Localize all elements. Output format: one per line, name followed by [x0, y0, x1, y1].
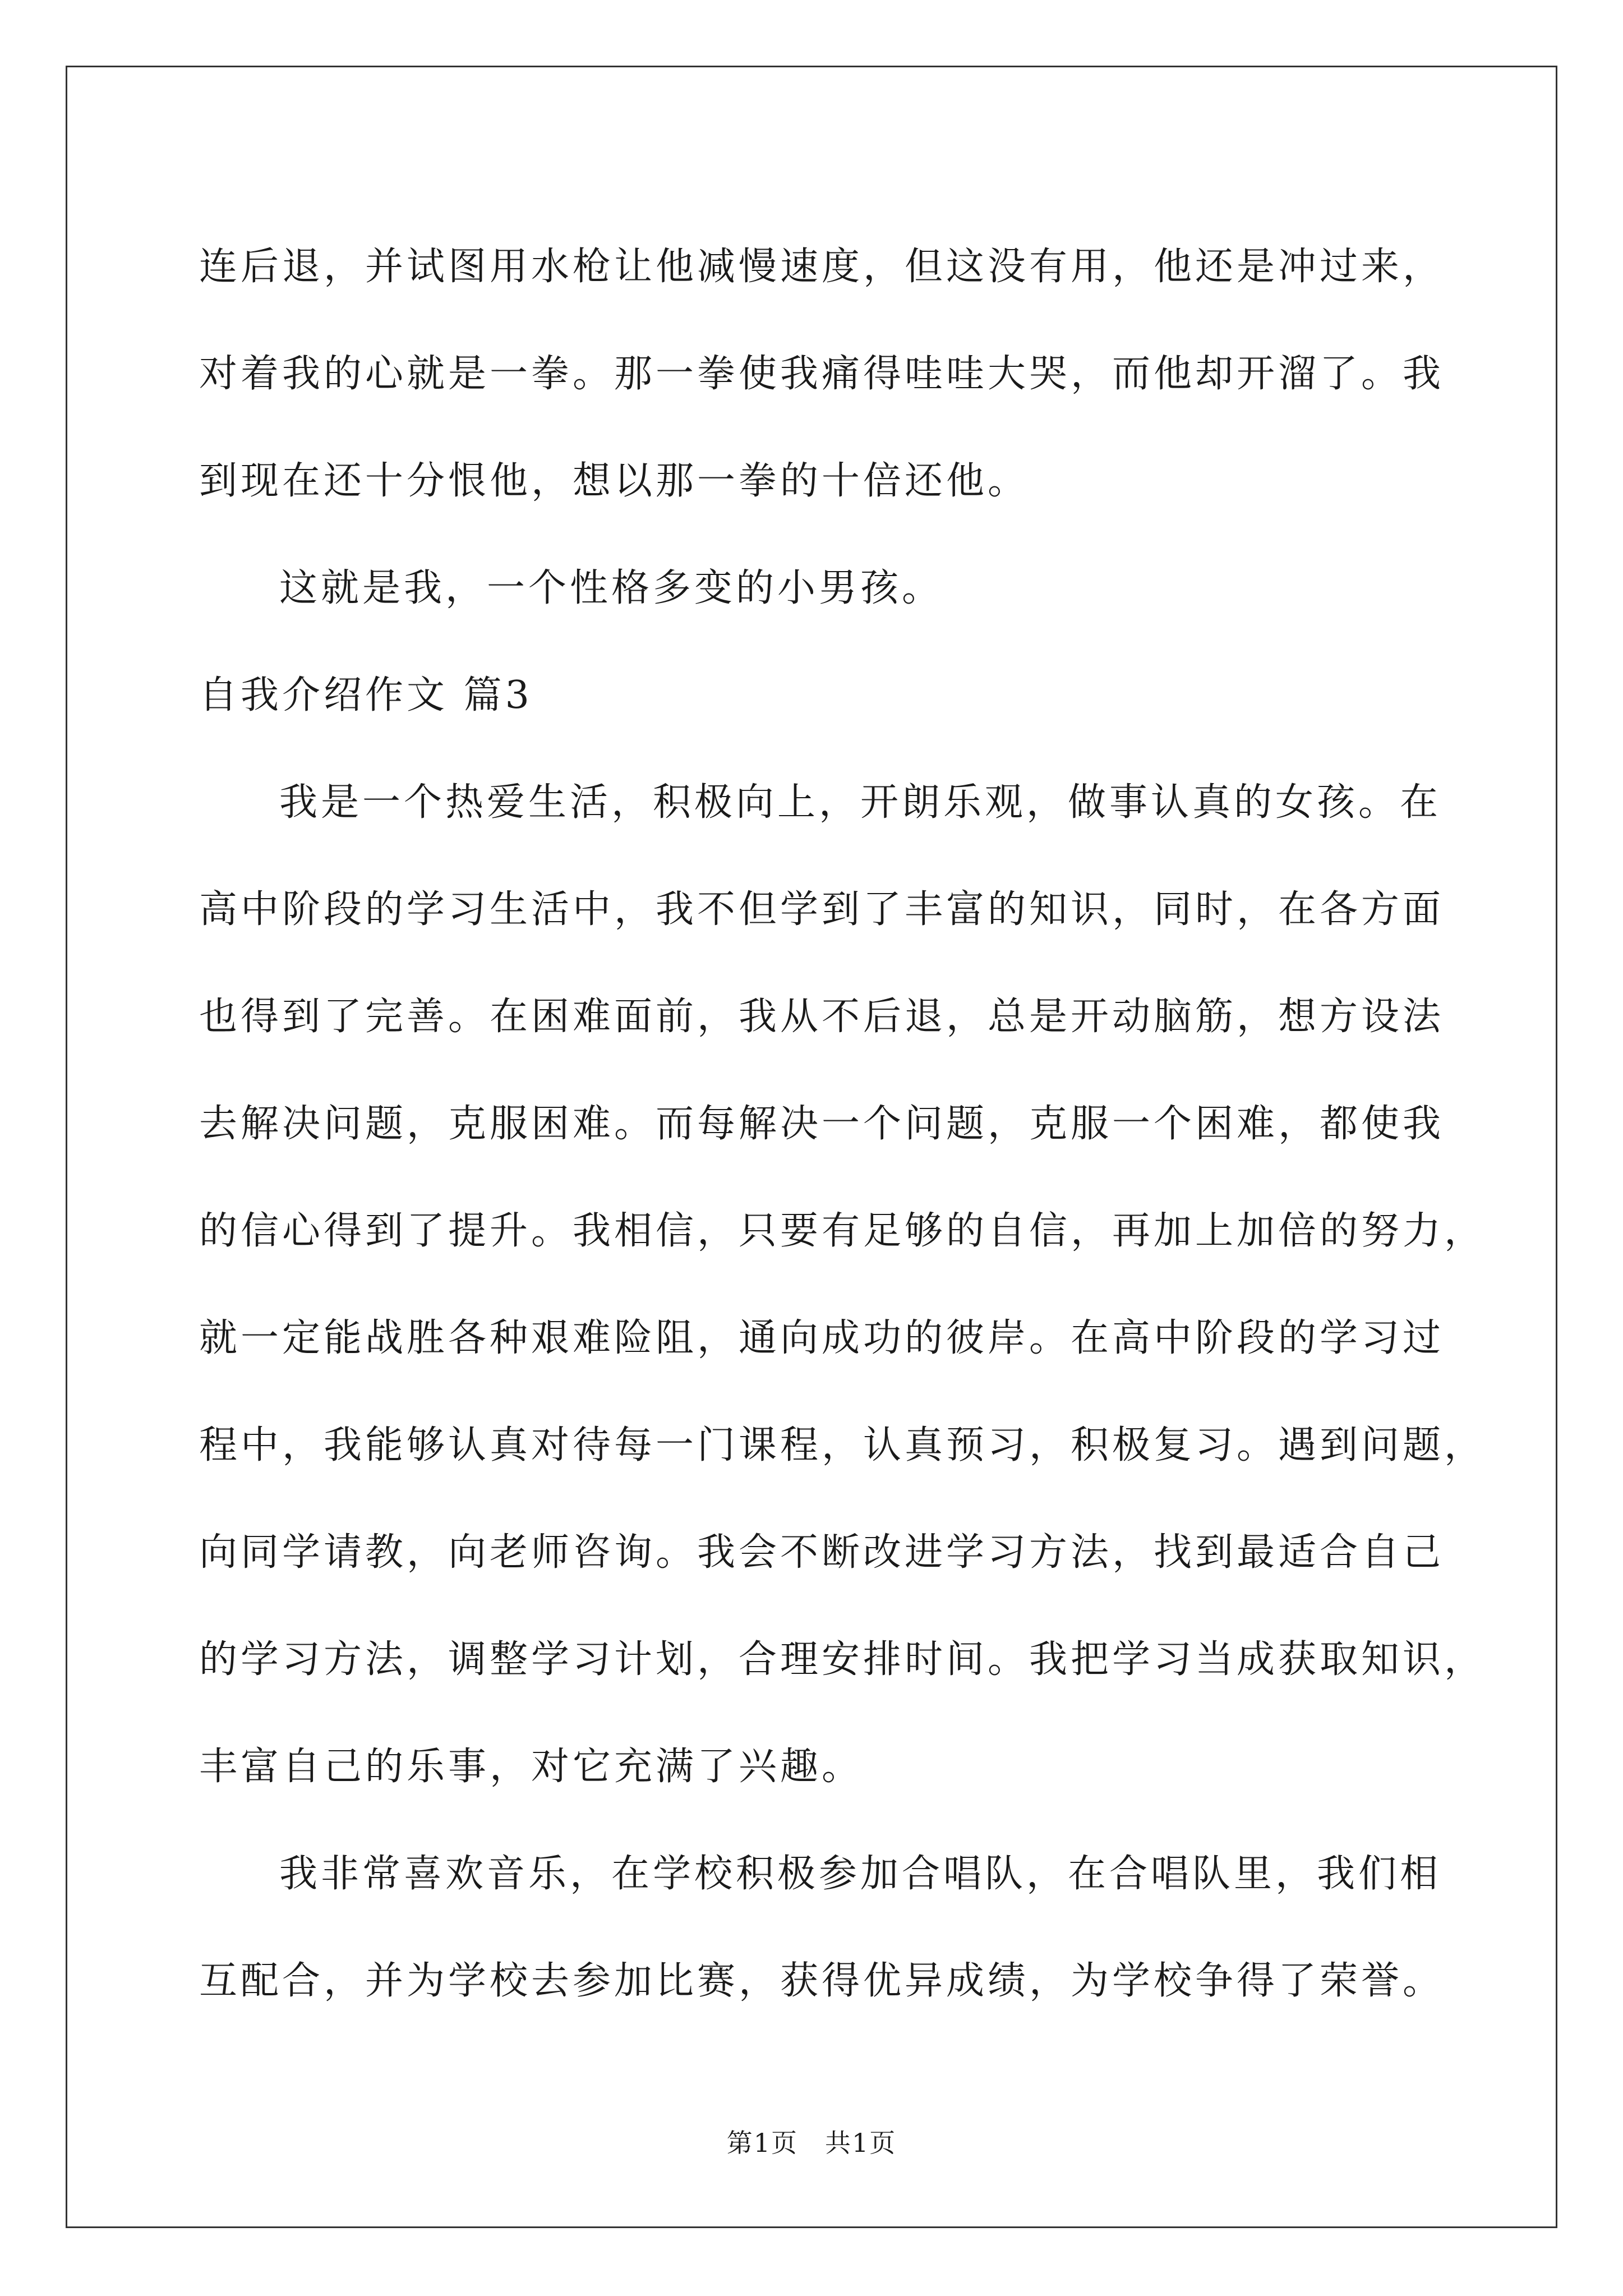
- paragraph-line: 互配合，并为学校去参加比赛，获得优异成绩，为学校争得了荣誉。: [199, 1959, 1445, 2003]
- paragraph-line: 高中阶段的学习生活中，我不但学到了丰富的知识，同时，在各方面: [199, 887, 1445, 932]
- paragraph-line: 也得到了完善。在困难面前，我从不后退，总是开动脑筋，想方设法: [199, 995, 1445, 1039]
- paragraph-line: 的学习方法，调整学习计划，合理安排时间。我把学习当成获取知识，: [199, 1637, 1486, 1682]
- paragraph-line: 对着我的心就是一拳。那一拳使我痛得哇哇大哭，而他却开溜了。我: [199, 352, 1445, 396]
- page-number-total: 共1页: [825, 2128, 897, 2158]
- paragraph-line: 我是一个热爱生活，积极向上，开朗乐观，做事认真的女孩。在: [279, 780, 1442, 825]
- page-number-current: 第1页: [726, 2128, 798, 2158]
- paragraph-line: 的信心得到了提升。我相信，只要有足够的自信，再加上加倍的努力，: [199, 1209, 1486, 1253]
- paragraph-line: 向同学请教，向老师咨询。我会不断改进学习方法，找到最适合自己: [199, 1530, 1445, 1575]
- document-body: [199, 213, 1486, 2035]
- paragraph-line: 这就是我，一个性格多变的小男孩。: [279, 566, 944, 610]
- paragraph-line: 程中，我能够认真对待每一门课程，认真预习，积极复习。遇到问题，: [199, 1423, 1486, 1467]
- page-footer: [0, 2123, 1623, 2160]
- paragraph-line: 丰富自己的乐事，对它充满了兴趣。: [199, 1745, 864, 1789]
- paragraph-line: 连后退，并试图用水枪让他减慢速度，但这没有用，他还是冲过来，: [199, 245, 1445, 289]
- paragraph-line: 到现在还十分恨他，想以那一拳的十倍还他。: [199, 459, 1030, 503]
- paragraph-line: 就一定能战胜各种艰难险阻，通向成功的彼岸。在高中阶段的学习过: [199, 1316, 1445, 1360]
- section-heading: 自我介绍作文 篇3: [199, 673, 533, 717]
- paragraph-line: 我非常喜欢音乐，在学校积极参加合唱队，在合唱队里，我们相: [279, 1852, 1442, 1896]
- paragraph-line: 去解决问题，克服困难。而每解决一个问题，克服一个困难，都使我: [199, 1102, 1445, 1146]
